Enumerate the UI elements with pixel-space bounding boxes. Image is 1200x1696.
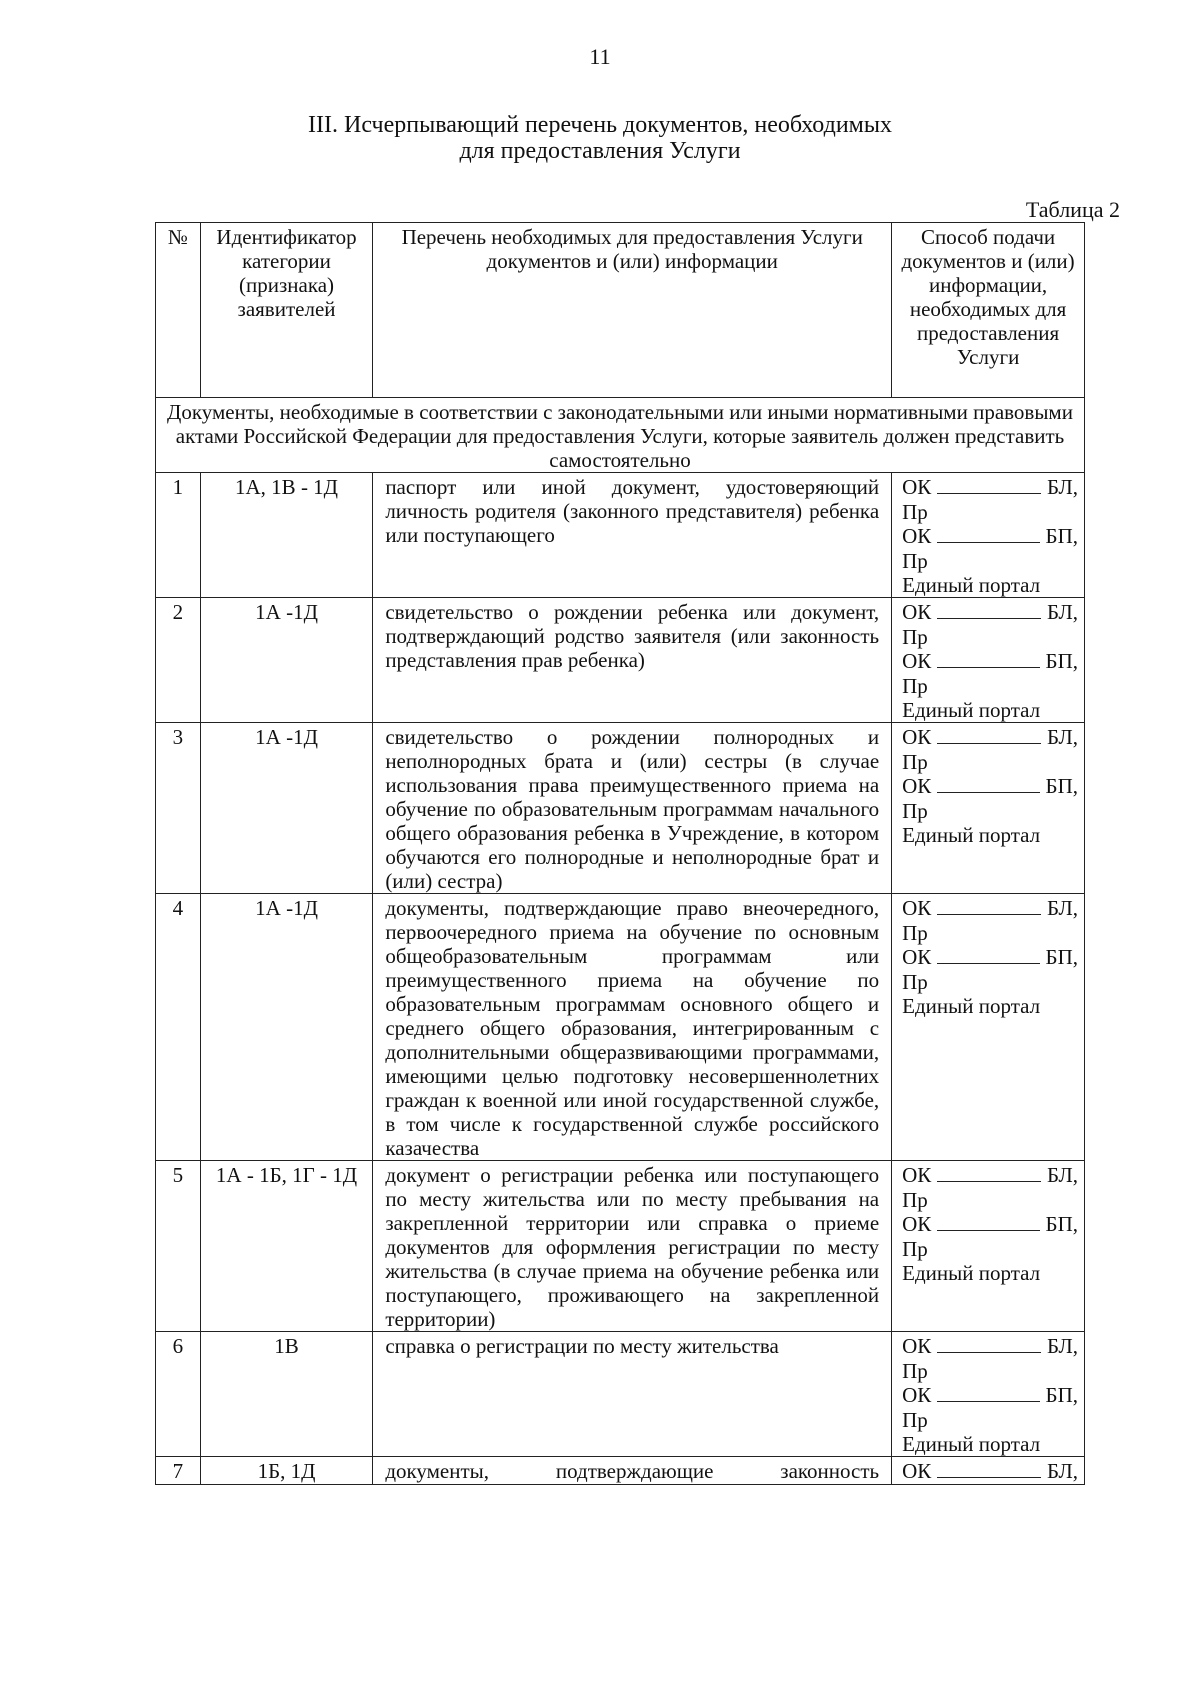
method-pr: Пр — [902, 1237, 928, 1261]
row-document-text: документы, подтверждающие законность — [373, 1457, 892, 1485]
method-pr: Пр — [902, 750, 928, 774]
method-portal: Единый портал — [902, 698, 1041, 722]
method-bl: БЛ, — [1046, 896, 1078, 920]
method-portal: Единый портал — [902, 1432, 1041, 1456]
method-bp: БП, — [1045, 1212, 1078, 1236]
method-pr: Пр — [902, 921, 928, 945]
method-bp: БП, — [1045, 774, 1078, 798]
method-pr: Пр — [902, 549, 928, 573]
method-bl: БЛ, — [1046, 1459, 1078, 1483]
method-pr: Пр — [902, 625, 928, 649]
method-bl: БЛ, — [1046, 600, 1078, 624]
method-dash — [937, 1181, 1041, 1182]
method-dash — [937, 493, 1041, 494]
row-number: 1 — [156, 473, 201, 598]
method-pr: Пр — [902, 1188, 928, 1212]
row-category-id: 1В — [200, 1332, 373, 1457]
method-ok: ОК — [902, 725, 932, 749]
row-number: 5 — [156, 1161, 201, 1332]
method-bl: БЛ, — [1046, 475, 1078, 499]
group-heading-row — [156, 398, 1085, 473]
table-header-row — [156, 223, 1085, 398]
method-bp: БП, — [1045, 524, 1078, 548]
row-number: 7 — [156, 1457, 201, 1485]
method-pr: Пр — [902, 799, 928, 823]
method-bp: БП, — [1045, 649, 1078, 673]
header-number: № — [156, 223, 201, 398]
method-portal: Единый портал — [902, 1261, 1041, 1285]
method-dash — [937, 1477, 1041, 1478]
row-document-text: паспорт или иной документ, удостоверяющий личность родителя (законного представителя) ребенка или поступающего — [373, 473, 892, 598]
table-row — [156, 1161, 1085, 1332]
section-title-line2: для предоставления Услуги — [459, 138, 741, 164]
method-bp: БП, — [1045, 1383, 1078, 1407]
method-pr: Пр — [902, 500, 928, 524]
method-ok: ОК — [902, 1212, 932, 1236]
method-bp: БП, — [1045, 945, 1078, 969]
row-submission-method — [892, 894, 1085, 1161]
method-ok: ОК — [902, 896, 932, 920]
method-ok: ОК — [902, 600, 932, 624]
table-row — [156, 894, 1085, 1161]
documents-table — [155, 222, 1085, 1485]
table-row — [156, 1457, 1085, 1485]
row-document-text: документы, подтверждающие право внеочередного, первоочередного приема на обучение по основным общеобразовательным программам или преимущественного приема на обучение по образовательным программам основного общего и среднего общего образования, интегрированным с дополнительными общеразвивающими программами, имеющими целью подготовку несовершеннолетних граждан к военной или иной государственной службе, в том числе к государственной службе российского казачества — [373, 894, 892, 1161]
method-ok: ОК — [902, 649, 932, 673]
method-pr: Пр — [902, 674, 928, 698]
method-dash — [937, 792, 1039, 793]
row-submission-method — [892, 598, 1085, 723]
group-heading: Документы, необходимые в соответствии с законодательными или иными нормативными правовыми актами Российской Федерации для предоставления Услуги, которые заявитель должен представить самостоятельно — [156, 398, 1085, 473]
section-title — [0, 112, 1200, 164]
row-number: 2 — [156, 598, 201, 723]
table-row — [156, 723, 1085, 894]
row-category-id: 1А - 1Б, 1Г - 1Д — [200, 1161, 373, 1332]
row-submission-method — [892, 1457, 1085, 1485]
row-document-text: свидетельство о рождении ребенка или документ, подтверждающий родство заявителя (или законность представления прав ребенка) — [373, 598, 892, 723]
row-category-id: 1А -1Д — [200, 598, 373, 723]
method-pr: Пр — [902, 1408, 928, 1432]
method-ok: ОК — [902, 774, 932, 798]
method-dash — [937, 542, 1039, 543]
row-submission-method — [892, 473, 1085, 598]
method-ok: ОК — [902, 475, 932, 499]
row-submission-method — [892, 1332, 1085, 1457]
method-portal: Единый портал — [902, 994, 1041, 1018]
row-category-id: 1А, 1В - 1Д — [200, 473, 373, 598]
method-dash — [937, 1401, 1039, 1402]
method-ok: ОК — [902, 945, 932, 969]
row-submission-method — [892, 723, 1085, 894]
method-ok: ОК — [902, 1459, 932, 1483]
row-document-text: справка о регистрации по месту жительства — [373, 1332, 892, 1457]
page-number: 11 — [589, 44, 611, 69]
method-ok: ОК — [902, 1334, 932, 1358]
section-title-line1: III. Исчерпывающий перечень документов, необходимых — [308, 112, 892, 138]
row-number: 3 — [156, 723, 201, 894]
method-ok: ОК — [902, 1383, 932, 1407]
row-document-text: документ о регистрации ребенка или поступающего по месту жительства или по месту пребывания на закрепленной территории или справка о приеме документов для оформления регистрации по месту жительства (в случае приема на обучение ребенка или поступающего, проживающего на закрепленной территории) — [373, 1161, 892, 1332]
method-bl: БЛ, — [1046, 725, 1078, 749]
method-dash — [937, 1352, 1041, 1353]
method-pr: Пр — [902, 970, 928, 994]
method-dash — [937, 1230, 1039, 1231]
method-dash — [937, 618, 1041, 619]
method-bl: БЛ, — [1046, 1334, 1078, 1358]
method-portal: Единый портал — [902, 823, 1041, 847]
row-document-text: свидетельство о рождении полнородных и неполнородных брата и (или) сестры (в случае использования права преимущественного приема на обучение по образовательным программам начального общего образования ребенка в Учреждение, в котором обучаются его полнородные и неполнородные брат и (или) сестра) — [373, 723, 892, 894]
row-category-id: 1А -1Д — [200, 894, 373, 1161]
method-ok: ОК — [902, 1163, 932, 1187]
method-dash — [937, 667, 1039, 668]
method-portal: Единый портал — [902, 573, 1041, 597]
header-documents-list: Перечень необходимых для предоставления Услуги документов и (или) информации — [373, 223, 892, 398]
header-submission-method: Способ подачи документов и (или) информации, необходимых для предоставления Услуги — [892, 223, 1085, 398]
row-number: 6 — [156, 1332, 201, 1457]
header-category-id: Идентификатор категории (признака) заявителей — [200, 223, 373, 398]
row-number: 4 — [156, 894, 201, 1161]
method-dash — [937, 963, 1039, 964]
method-bl: БЛ, — [1046, 1163, 1078, 1187]
method-pr: Пр — [902, 1359, 928, 1383]
row-category-id: 1Б, 1Д — [200, 1457, 373, 1485]
table-caption: Таблица 2 — [1025, 197, 1120, 222]
row-submission-method — [892, 1161, 1085, 1332]
table-row — [156, 473, 1085, 598]
table-row — [156, 1332, 1085, 1457]
method-dash — [937, 743, 1041, 744]
method-dash — [937, 914, 1041, 915]
table-row — [156, 598, 1085, 723]
row-category-id: 1А -1Д — [200, 723, 373, 894]
method-ok: ОК — [902, 524, 932, 548]
